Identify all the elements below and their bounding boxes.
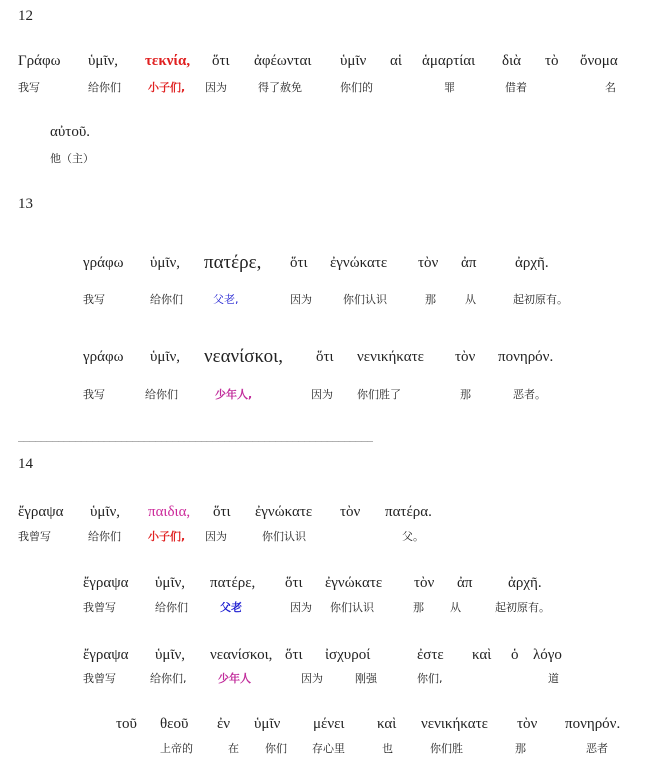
chinese-gloss: 你们胜了 <box>357 388 401 401</box>
chinese-gloss-highlight-blue: 父老, <box>213 293 239 306</box>
chinese-gloss: 在 <box>228 742 239 755</box>
greek-word: ὅτι <box>316 349 334 365</box>
chinese-gloss: 存心里 <box>312 742 345 755</box>
greek-word: ὑμῖν, <box>90 504 121 520</box>
chinese-gloss: 我写 <box>83 293 105 306</box>
greek-word: λόγο <box>533 647 562 663</box>
greek-word: ἐγνώκατε <box>330 255 388 271</box>
greek-word: τὸν <box>414 575 435 591</box>
chinese-gloss: 因为 <box>301 672 323 685</box>
greek-word: ὅτι <box>285 647 303 663</box>
greek-word: ἰσχυροί <box>325 647 371 663</box>
chinese-gloss: 恶者。 <box>513 388 546 401</box>
greek-word: ὅτι <box>212 53 230 69</box>
greek-word: ὄνομα <box>580 53 618 69</box>
verse-number-14: 14 <box>18 456 33 472</box>
greek-word: καὶ <box>377 716 397 732</box>
greek-word: τὸ <box>545 53 559 69</box>
chinese-gloss: 起初原有。 <box>513 293 568 306</box>
chinese-gloss: 我写 <box>18 81 40 94</box>
chinese-gloss: 起初原有。 <box>495 601 550 614</box>
greek-word: ἀπ <box>457 575 473 591</box>
chinese-gloss-highlight-pink: 少年人 <box>218 672 251 685</box>
greek-word: ὑμῖν <box>254 716 281 732</box>
greek-word: πατέρε, <box>204 252 262 273</box>
greek-word: νενικήκατε <box>421 716 488 732</box>
chinese-gloss: 罪 <box>444 81 455 94</box>
chinese-gloss: 那 <box>413 601 424 614</box>
chinese-gloss: 他（主） <box>50 152 94 165</box>
chinese-gloss: 那 <box>460 388 471 401</box>
greek-word: καὶ <box>472 647 492 663</box>
chinese-gloss: 你们 <box>265 742 287 755</box>
greek-word: ὑμῖν, <box>155 575 186 591</box>
chinese-gloss-highlight-pink: 少年人, <box>215 388 253 401</box>
greek-word: θεοῦ <box>160 716 189 732</box>
chinese-gloss: 你们胜 <box>430 742 463 755</box>
greek-word: ἐγνώκατε <box>255 504 313 520</box>
greek-word: ἔγραψα <box>83 575 129 591</box>
chinese-gloss: 名 <box>605 81 616 94</box>
greek-word: τοῦ <box>116 716 137 732</box>
greek-word: ὑμῖν, <box>88 53 119 69</box>
chinese-gloss: 你们认识 <box>262 530 306 543</box>
chinese-gloss: 你们的 <box>340 81 373 94</box>
greek-word: Γράφω <box>18 53 61 69</box>
greek-word: τὸν <box>418 255 439 271</box>
greek-word: ἐν <box>217 716 231 732</box>
greek-word: ἐγνώκατε <box>325 575 383 591</box>
greek-word: αὐτοῦ. <box>50 124 90 140</box>
section-separator: ______________________________________________________________ <box>18 431 373 442</box>
chinese-gloss: 给你们, <box>150 672 187 685</box>
greek-word: ἐστε <box>417 647 444 663</box>
greek-word: ἀρχῆ. <box>515 255 549 271</box>
chinese-gloss: 因为 <box>290 601 312 614</box>
chinese-gloss: 从 <box>450 601 461 614</box>
greek-word: μένει <box>313 716 345 732</box>
chinese-gloss-highlight-red: 小子们, <box>148 530 186 543</box>
chinese-gloss: 我曾写 <box>83 601 116 614</box>
chinese-gloss: 因为 <box>311 388 333 401</box>
greek-word: ἀπ <box>461 255 477 271</box>
chinese-gloss: 因为 <box>205 530 227 543</box>
verse-number-13: 13 <box>18 196 33 212</box>
chinese-gloss: 给你们 <box>145 388 178 401</box>
greek-word: γράφω <box>83 349 124 365</box>
chinese-gloss: 从 <box>465 293 476 306</box>
greek-word: ἔγραψα <box>83 647 129 663</box>
chinese-gloss-highlight-blue: 父老 <box>220 601 242 614</box>
chinese-gloss: 也 <box>382 742 393 755</box>
chinese-gloss: 给你们 <box>88 530 121 543</box>
greek-word: αἱ <box>390 53 402 69</box>
greek-word: διὰ <box>502 53 521 69</box>
greek-word: ἁμαρτίαι <box>422 53 476 69</box>
greek-word: γράφω <box>83 255 124 271</box>
chinese-gloss: 刚强 <box>355 672 377 685</box>
greek-word-highlight-pink: παιδια, <box>148 504 191 520</box>
greek-word: τὸν <box>517 716 538 732</box>
greek-word: πονηρόν. <box>565 716 621 732</box>
greek-word: ἔγραψα <box>18 504 64 520</box>
greek-word: νεανίσκοι, <box>204 346 283 367</box>
chinese-gloss: 因为 <box>205 81 227 94</box>
chinese-gloss-highlight-red: 小子们, <box>148 81 186 94</box>
greek-word: ὅτι <box>290 255 308 271</box>
chinese-gloss: 父。 <box>402 530 424 543</box>
chinese-gloss: 你们认识 <box>343 293 387 306</box>
chinese-gloss: 上帝的 <box>160 742 193 755</box>
chinese-gloss: 得了赦免 <box>258 81 302 94</box>
greek-word: τὸν <box>455 349 476 365</box>
chinese-gloss: 那 <box>515 742 526 755</box>
greek-word: νενικήκατε <box>357 349 424 365</box>
greek-word: ὁ <box>511 647 519 663</box>
greek-word: ἀφέωνται <box>254 53 312 69</box>
greek-word: ὅτι <box>285 575 303 591</box>
greek-word: νεανίσκοι, <box>210 647 273 663</box>
chinese-gloss: 我写 <box>83 388 105 401</box>
greek-word: πονηρόν. <box>498 349 554 365</box>
greek-word: πατέρε, <box>210 575 256 591</box>
greek-word: ὑμῖν <box>340 53 367 69</box>
greek-word: ὑμῖν, <box>150 255 181 271</box>
chinese-gloss: 你们, <box>417 672 443 685</box>
greek-word: ὑμῖν, <box>150 349 181 365</box>
chinese-gloss: 你们认识 <box>330 601 374 614</box>
chinese-gloss: 我曾写 <box>18 530 51 543</box>
chinese-gloss: 道 <box>548 672 559 685</box>
verse-number-12: 12 <box>18 8 33 24</box>
greek-word: πατέρα. <box>385 504 432 520</box>
greek-word: ὅτι <box>213 504 231 520</box>
chinese-gloss: 借着 <box>505 81 527 94</box>
greek-word: ἀρχῆ. <box>508 575 542 591</box>
chinese-gloss: 那 <box>425 293 436 306</box>
chinese-gloss: 我曾写 <box>83 672 116 685</box>
chinese-gloss: 给你们 <box>155 601 188 614</box>
greek-word: ὑμῖν, <box>155 647 186 663</box>
greek-word-highlight-red: τεκνία, <box>145 53 191 69</box>
chinese-gloss: 给你们 <box>88 81 121 94</box>
chinese-gloss: 恶者 <box>586 742 608 755</box>
chinese-gloss: 给你们 <box>150 293 183 306</box>
chinese-gloss: 因为 <box>290 293 312 306</box>
greek-word: τὸν <box>340 504 361 520</box>
